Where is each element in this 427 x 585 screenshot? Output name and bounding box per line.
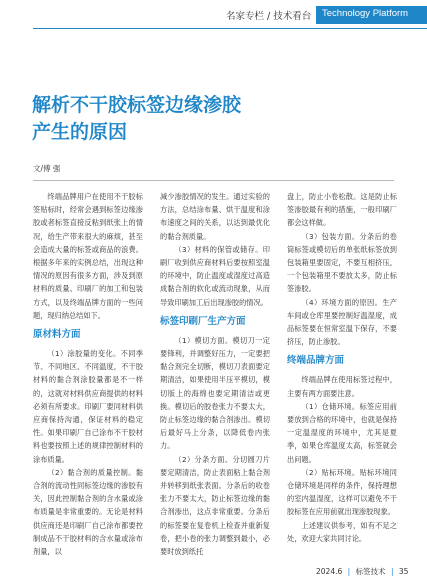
page-footer [316,566,408,577]
paragraph: 盘上，防止小卷松散。这是防止标签渗胶最有利的措施，一般印刷厂都会这样做。 [287,192,397,228]
section-label: 名家专栏 / 技术看台 [226,11,312,22]
article-title [32,92,392,146]
paragraph: 终端品牌在使用标签过程中，主要有两方面要注意。 [287,375,397,398]
platform-label: Technology Platform [322,8,409,19]
paragraph: 减少渗胶情况的发生。通过实验的方法，总结涂布量、烘干温度和涂布速度之间的关系，以达到最优化的黏合剂质量。 [160,192,270,241]
title-line-2: 产生的原因 [32,121,128,143]
paragraph: （4）环境方面的原因。生产车间或仓库里要控制好温湿度，成品标签要在恒常室温下保存，不要挤压，防止渗胶。 [287,297,397,347]
issue-date: 2024.6 [316,567,343,576]
column-3 [287,190,397,545]
author-byline: 文/傅 强 [33,164,61,173]
section-heading-materials: 原材料方面 [33,329,81,341]
title-line-1: 解析不干胶标签边缘渗胶 [32,94,242,116]
paragraph: （3）包装方面。分条后的卷筒标签或模切后的单张纸标签放到包装箱里要固定，不要互相挤压，一个包装箱里不要放太多，防止标签渗胶。 [287,231,397,294]
footer-separator: | [347,567,351,576]
paragraph: 上述建议供参考，如有不足之处，欢迎大家共同讨论。 [287,520,397,543]
paragraph: （2）黏合剂的质量控制。黏合剂的流动性同标签边缘的渗胶有关，因此控制黏合剂的含水量或涂布质量是非常重要的。无论是材料供应商还是印刷厂自己涂布都要控制成品不干胶材料的含水量或涂布剂量，以 [33,467,143,557]
magazine-name: 标签技术 [355,567,386,576]
paragraph: （2）贴标环境。贴标环境同仓储环境是同样的条件，保持理想的室内温湿度，这样可以避免不干胶标签在应用前就出现渗胶现象。 [287,467,397,517]
paragraph: （3）材料的保管或储存。印刷厂收到供应商材料后要按照室温的环境中，防止温度或湿度过高造成黏合剂的软化或流动现象，从而导致印刷加工后出现渗胶的情况。 [160,244,270,307]
paragraph: （1）涂胶量的变化。不同季节、不同地区、不同温度，不干胶材料的黏合剂涂胶量都是不一样的，这就对材料供应商提供的材料必须有所要求。印刷厂要同材料供应商保持沟通，保证材料的稳定性。如果印刷厂自己涂布不干胶材料也要按照上述的规律控制材料的涂布质量。 [33,349,143,464]
column-1 [33,190,143,558]
footer-separator: | [390,567,394,576]
paragraph: （2）分条方面。分切圆刀片要定期清洁，防止表面粘上黏合剂并转移到纸张表面。分条后的收卷张力不要太大，防止标签边缘的黏合剂渗出，这点非常重要。分条后的标签要在复卷机上检查并重新复卷，把小卷的张力调整到最小，必要时放到纸托 [160,454,270,557]
column-2 [160,190,270,558]
paragraph: （1）仓储环境。标签应用前要放到合格的环境中，也就是保持一定温湿度的环境中，尤其是夏季，如果仓库温度太高，标签就会出问题。 [287,401,397,464]
paragraph: （1）模切方面。模切刀一定要锋利，并调整好压力，一定要把黏合剂完全切断，模切刀表面要定期清洁，如果使用半压平模切，模切版上的海绵也要定期清洁或更换。模切后的胶卷张力不要太大，防止标签边缘的黏合剂渗出。模切后最好马上分条，以降低卷内张力。 [160,335,270,451]
page-header [0,6,427,26]
section-heading-printer: 标签印刷厂生产方面 [160,315,246,327]
page-number: 35 [398,567,409,576]
header-rule [33,28,427,29]
intro-paragraph: 终端品牌用户在使用不干胶标签贴标时，经常会遇到标签边缘渗胶或者标签直接反粘到纸张上的情况，给生产带来很大的麻烦，甚至会造成大量的标签或商品的浪费。根据多年来的实例总结，出现这种情况的原因有很多方面，涉及到原材料的质量、印刷厂的加工和包装方式，以及终端品牌方面的一些问题，现归纳总结如下。 [33,192,143,320]
section-heading-brand: 终端品牌方面 [287,355,345,367]
title-divider [33,180,394,181]
